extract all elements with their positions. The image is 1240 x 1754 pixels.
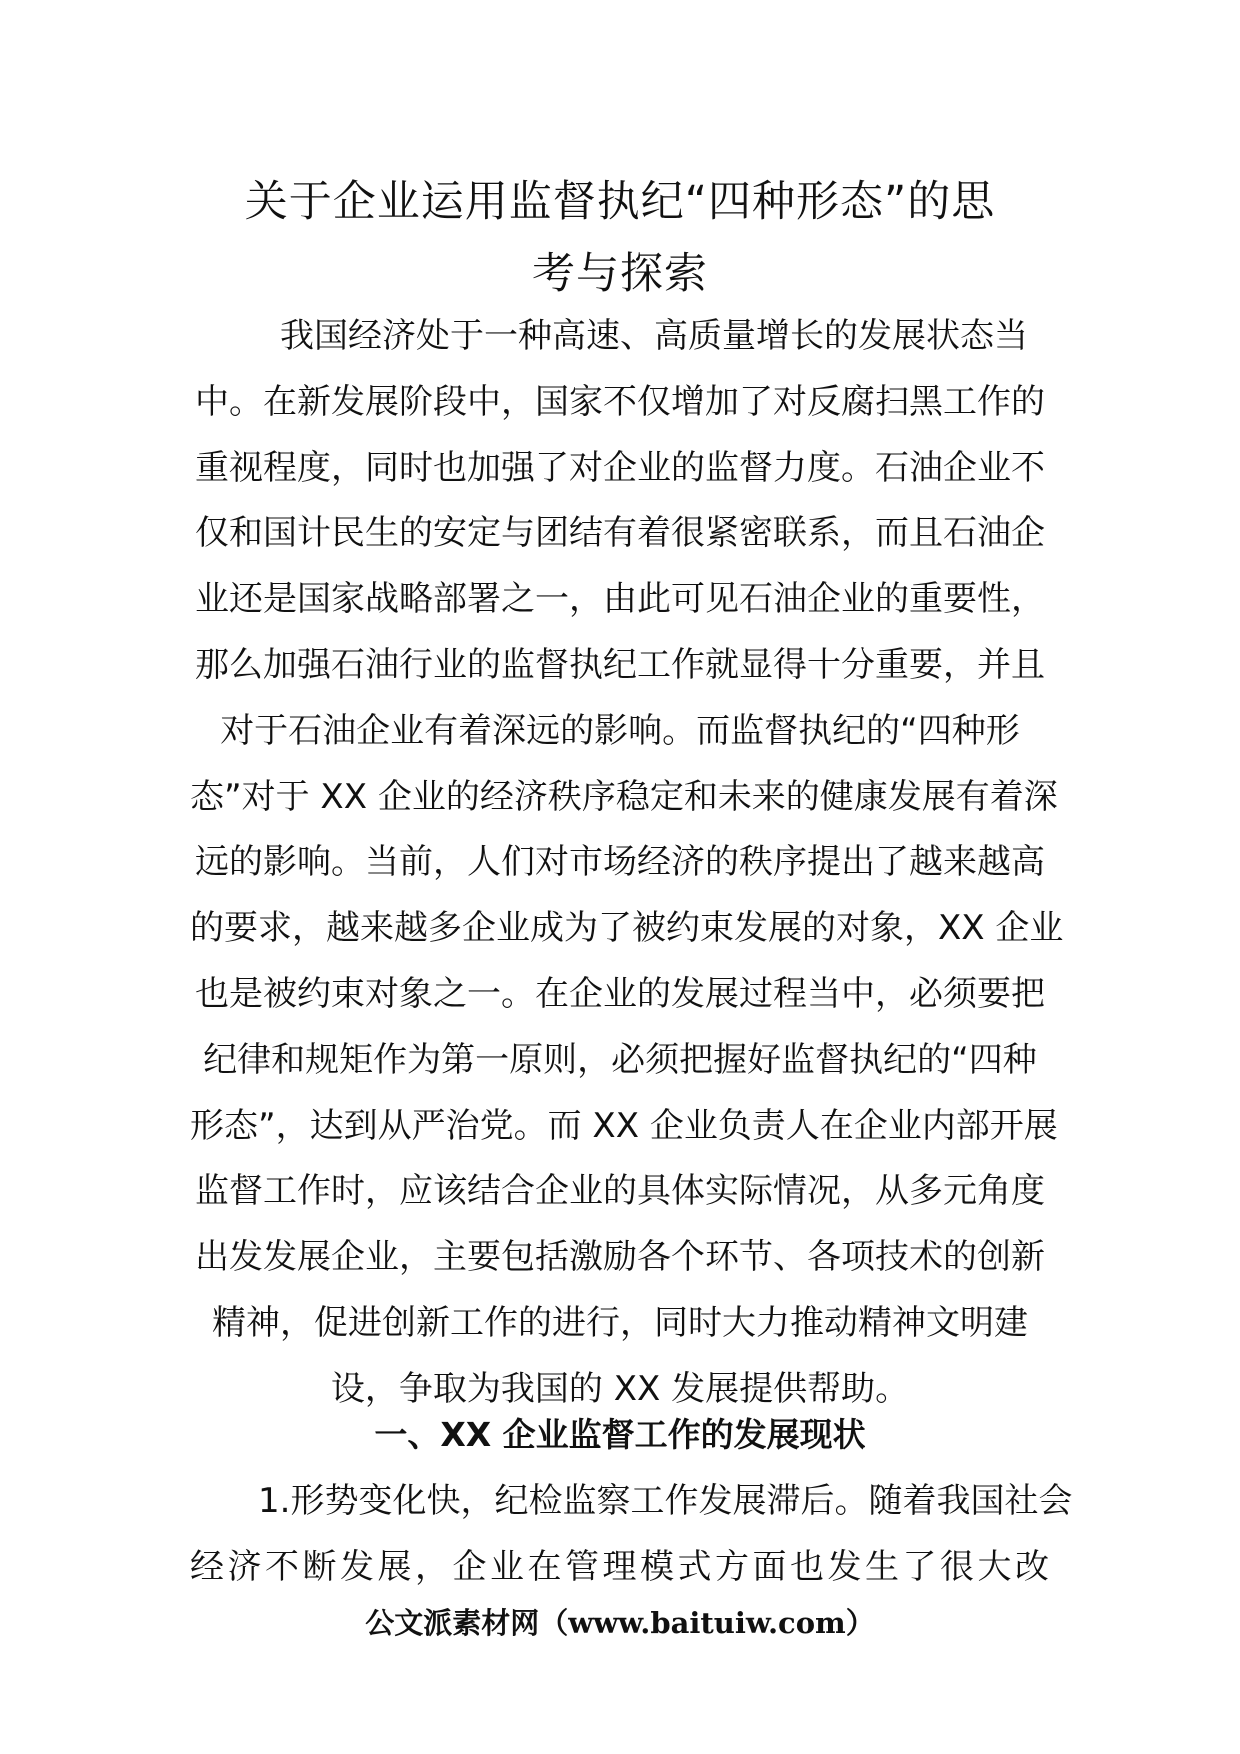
paragraph-line: 的要求，越来越多企业成为了被约束发展的对象，XX 企业 (190, 908, 1064, 949)
paragraph-line: 态”对于 XX 企业的经济秩序稳定和未来的健康发展有着深 (190, 776, 1058, 817)
paragraph-line: 对于石油企业有着深远的影响。而监督执纪的“四种形 (220, 710, 1020, 751)
paragraph-line: 中。在新发展阶段中，国家不仅增加了对反腐扫黑工作的 (195, 381, 1045, 422)
paragraph-line: 经济不断发展，企业在管理模式方面也发生了很大改 (190, 1547, 1053, 1587)
paragraph-line: 那么加强石油行业的监督执纪工作就显得十分重要，并且 (195, 644, 1045, 685)
paragraph-line: 纪律和规矩作为第一原则，必须把握好监督执纪的“四种 (203, 1039, 1037, 1080)
paragraph-line: 出发发展企业，主要包括激励各个环节、各项技术的创新 (195, 1237, 1045, 1278)
paragraph-line: 1.形势变化快，纪检监察工作发展滞后。随着我国社会 (258, 1481, 1073, 1521)
paragraph-line: 形态”，达到从严治党。而 XX 企业负责人在企业内部开展 (190, 1105, 1058, 1146)
paragraph-line: 远的影响。当前，人们对市场经济的秩序提出了越来越高 (195, 842, 1045, 883)
title-line-1: 关于企业运用监督执纪“四种形态”的思 (244, 177, 996, 227)
paragraph-line: 重视程度，同时也加强了对企业的监督力度。石油企业不 (195, 447, 1045, 488)
paragraph-line: 仅和国计民生的安定与团结有着很紧密联系，而且石油企 (195, 513, 1045, 554)
intro-paragraph (190, 304, 1064, 1423)
paragraph-line: 也是被约束对象之一。在企业的发展过程当中，必须要把 (195, 973, 1045, 1014)
document-title (180, 166, 1060, 310)
title-line-2: 考与探索 (532, 249, 708, 299)
paragraph-line: 监督工作时，应该结合企业的具体实际情况，从多元角度 (195, 1171, 1045, 1212)
section-heading: 一、XX 企业监督工作的发展现状 (374, 1415, 866, 1454)
section-paragraph (190, 1468, 1073, 1600)
paragraph-line: 业还是国家战略部署之一，由此可见石油企业的重要性， (195, 579, 1045, 620)
watermark-footer: 公文派素材网（www.baituiw.com） (365, 1606, 875, 1640)
paragraph-line: 我国经济处于一种高速、高质量增长的发展状态当 (212, 316, 1028, 356)
paragraph-line: 精神，促进创新工作的进行，同时大力推动精神文明建 (212, 1302, 1028, 1343)
paragraph-line: 设，争取为我国的 XX 发展提供帮助。 (330, 1368, 910, 1409)
